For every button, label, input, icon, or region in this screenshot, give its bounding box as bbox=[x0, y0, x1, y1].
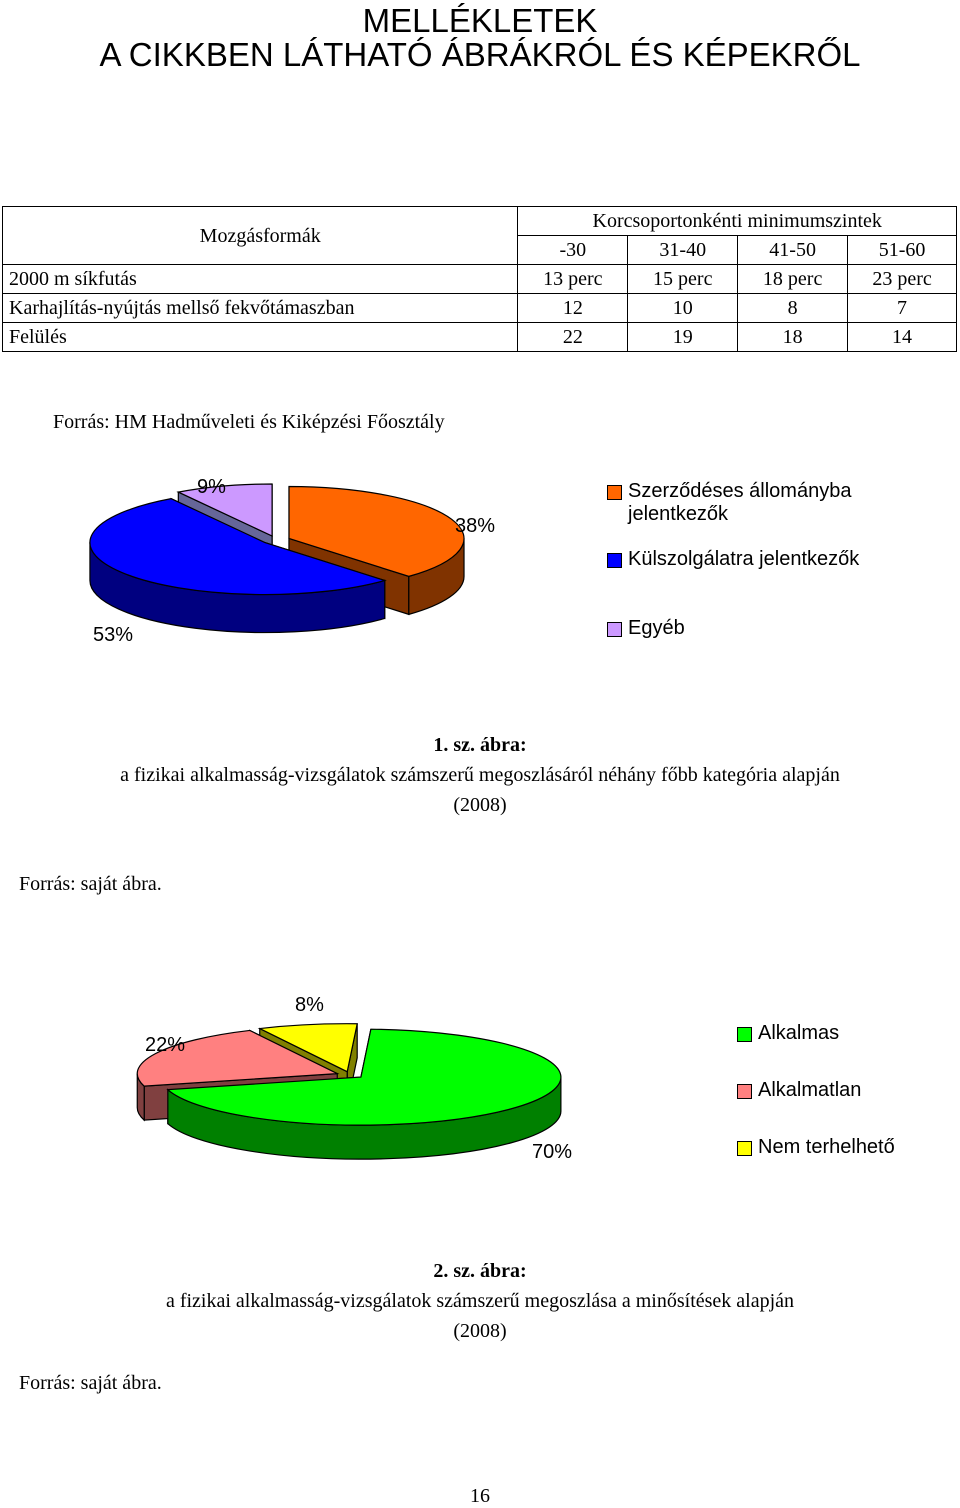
table-cell: 12 bbox=[518, 294, 628, 323]
chart1-label-szerzodeses: 38% bbox=[455, 515, 496, 537]
legend-swatch-pink bbox=[737, 1084, 752, 1099]
table-cell: 23 perc bbox=[848, 265, 957, 294]
table-cell: 8 bbox=[738, 294, 848, 323]
chart2-label-nem-terhelheto: 8% bbox=[295, 994, 324, 1016]
legend-swatch-orange bbox=[607, 485, 622, 500]
figure1-caption-text: a fizikai alkalmasság-vizsgálatok számszerű megoszlásáról néhány főbb kategória alapján bbox=[120, 764, 840, 786]
legend-swatch-lilac bbox=[607, 622, 622, 637]
chart1-label-kulszolgalat: 53% bbox=[93, 624, 134, 646]
legend-swatch-green bbox=[737, 1027, 752, 1042]
figure1-caption-year: (2008) bbox=[453, 794, 507, 816]
table-cell: 13 perc bbox=[518, 265, 628, 294]
age-group-cell: 31-40 bbox=[628, 236, 738, 265]
figure1-caption bbox=[0, 730, 960, 820]
table-cell: 15 perc bbox=[628, 265, 738, 294]
figure2-caption-text: a fizikai alkalmasság-vizsgálatok számszerű megoszlása a minősítések alapján bbox=[165, 1290, 795, 1312]
table-cell: 7 bbox=[848, 294, 957, 323]
pie-chart-2 bbox=[137, 1024, 561, 1159]
group-header: Korcsoportonkénti minimumszintek bbox=[518, 207, 957, 236]
figure2-caption-number: 2. sz. ábra: bbox=[433, 1260, 527, 1282]
row-label: Felülés bbox=[3, 323, 518, 352]
table-cell: 18 bbox=[738, 323, 848, 352]
age-group-cell: -30 bbox=[518, 236, 628, 265]
figure1-source: Forrás: saját ábra. bbox=[19, 873, 162, 895]
table-cell: 22 bbox=[518, 323, 628, 352]
corner-header: Mozgásformák bbox=[3, 207, 518, 265]
legend-label: Szerződéses állományba jelentkezők bbox=[628, 480, 852, 525]
figure2-source: Forrás: saját ábra. bbox=[19, 1372, 162, 1394]
legend-swatch-yellow bbox=[737, 1141, 752, 1156]
legend-label: Alkalmatlan bbox=[758, 1079, 862, 1101]
legend-label: Egyéb bbox=[628, 617, 685, 639]
chart2-label-alkalmas: 70% bbox=[532, 1141, 573, 1163]
row-label: Karhajlítás-nyújtás mellső fekvőtámaszban bbox=[3, 294, 518, 323]
figure1-caption-number: 1. sz. ábra: bbox=[433, 734, 527, 756]
legend-label: Alkalmas bbox=[758, 1022, 840, 1044]
title-line-1: MELLÉKLETEK bbox=[362, 2, 598, 39]
row-label: 2000 m síkfutás bbox=[3, 265, 518, 294]
chart2-label-alkalmatlan: 22% bbox=[145, 1034, 186, 1056]
chart1-label-egyeb: 9% bbox=[197, 476, 226, 498]
title-line-2: A CIKKBEN LÁTHATÓ ÁBRÁKRÓL ÉS KÉPEKRŐL bbox=[99, 36, 861, 73]
table-cell: 19 bbox=[628, 323, 738, 352]
table-cell: 14 bbox=[848, 323, 957, 352]
age-group-cell: 41-50 bbox=[738, 236, 848, 265]
table-source: Forrás: HM Hadműveleti és Kiképzési Főosztály bbox=[53, 411, 445, 433]
figure2-caption bbox=[0, 1256, 960, 1346]
legend-label: Nem terhelhető bbox=[758, 1136, 895, 1158]
table-cell: 18 perc bbox=[738, 265, 848, 294]
legend-label: Külszolgálatra jelentkezők bbox=[628, 548, 860, 570]
table-cell: 10 bbox=[628, 294, 738, 323]
pie-chart-1 bbox=[90, 484, 464, 633]
age-group-cell: 51-60 bbox=[848, 236, 957, 265]
legend-swatch-blue bbox=[607, 553, 622, 568]
page-number: 16 bbox=[470, 1485, 490, 1507]
figure2-caption-year: (2008) bbox=[453, 1320, 507, 1342]
